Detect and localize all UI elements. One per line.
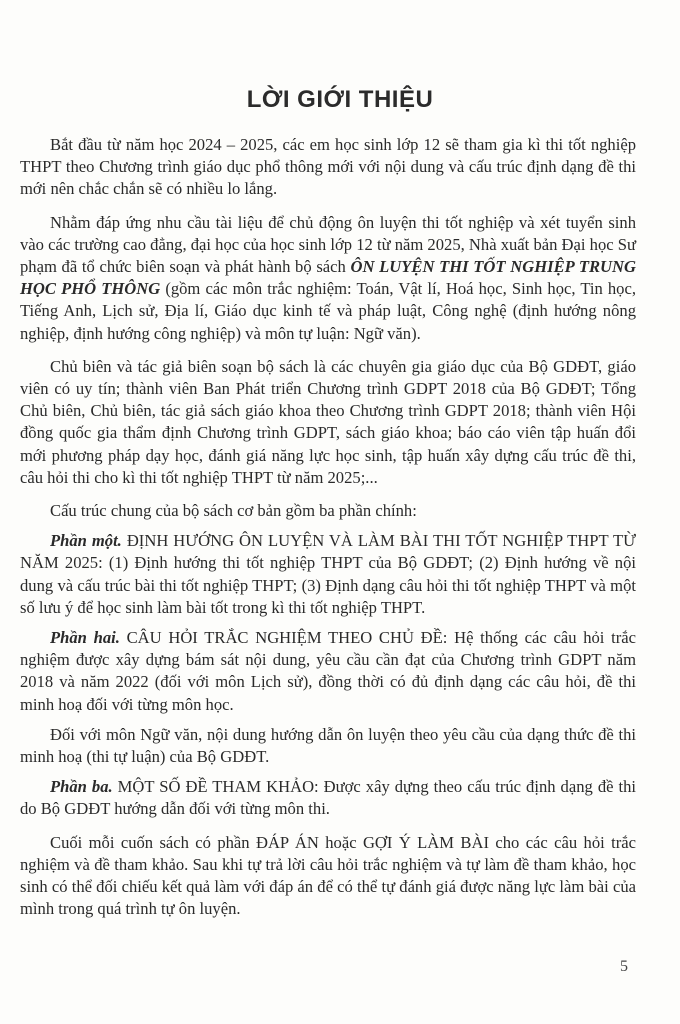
paragraph-ngu-van: Đối với môn Ngữ văn, nội dung hướng dẫn ôn luyện theo yêu cầu của dạng thức đề thi minh hoạ (thi tự luận) của Bộ GDĐT. <box>20 724 636 767</box>
paragraph-intro: Bắt đầu từ năm học 2024 – 2025, các em học sinh lớp 12 sẽ tham gia kì thi tốt nghiệp THPT theo Chương trình giáo dục phổ thông mới với nội dung và cấu trúc định dạng đề thi mới nên chắc chắn sẽ có nhiều lo lắng. <box>20 135 636 199</box>
purpose-text-start: Nhằm đáp ứng nhu cầu tài liệu để chủ động ôn luyện thi tốt nghiệp và xét tuyển sinh vào các trường cao đẳng, đại học của học sinh lớp 12 từ năm 2025, Nhà xuất bản Đại học Sư phạm đã tổ chức biên soạn và phát hành bộ sách <box>20 212 636 277</box>
part-two-text: CÂU HỎI TRẮC NGHIỆM THEO CHỦ ĐỀ: Hệ thống các câu hỏi trắc nghiệm được xây dựng bám sát nội dung, yêu cầu cần đạt của Chương trình GDPT năm 2018 và năm 2022 (đối với môn Lịch sử), đồng thời có đủ định dạng các câu hỏi, đề thi minh hoạ đối với từng môn học. <box>20 628 636 714</box>
page-title: LỜI GIỚI THIỆU <box>246 86 434 113</box>
book-series-title: ÔN LUYỆN THI TỐT NGHIỆP TRUNG HỌC PHỔ THÔNG <box>20 257 636 299</box>
page-body <box>20 134 636 932</box>
paragraph-purpose <box>20 212 636 345</box>
paragraph-answers: Cuối mỗi cuốn sách có phần ĐÁP ÁN hoặc GỢI Ý LÀM BÀI cho các câu hỏi trắc nghiệm và đề tham khảo. Sau khi tự trả lời câu hỏi trắc nghiệm và tự làm đề tham khảo, học sinh có thể đối chiếu kết quả làm với đáp án để có thể tự đánh giá được năng lực làm bài của mình trong quá trình tự ôn luyện. <box>20 832 636 919</box>
paragraph-structure: Cấu trúc chung của bộ sách cơ bản gồm ba phần chính: <box>50 501 417 521</box>
part-three-text: MỘT SỐ ĐỀ THAM KHẢO: Được xây dựng theo cấu trúc định dạng đề thi do Bộ GDĐT hướng dẫn đối với từng môn thi. <box>20 777 636 819</box>
part-one-text: ĐỊNH HƯỚNG ÔN LUYỆN VÀ LÀM BÀI THI TỐT NGHIỆP THPT TỪ NĂM 2025: (1) Định hướng thi tốt nghiệp THPT của Bộ GDĐT; (2) Định hướng về nội dung và cấu trúc bài thi tốt nghiệp THPT; (3) Định dạng câu hỏi thi tốt nghiệp THPT và một số lưu ý để học sinh làm bài tốt trong kì thi tốt nghiệp THPT. <box>20 531 636 617</box>
part-one-label: Phần một. <box>50 531 122 551</box>
part-three-label: Phần ba. <box>50 777 113 797</box>
part-two-label: Phần hai. <box>50 628 120 648</box>
paragraph-part-one <box>20 530 636 619</box>
page-number: 5 <box>620 958 628 975</box>
paragraph-part-three <box>20 776 636 820</box>
purpose-text-end: (gồm các môn trắc nghiệm: Toán, Vật lí, Hoá học, Sinh học, Tin học, Tiếng Anh, Lịch sử, Địa lí, Giáo dục kinh tế và pháp luật, Công nghệ (định hướng nông nghiệp, định hướng công nghiệp) và môn tự luận: Ngữ văn). <box>20 279 636 343</box>
paragraph-part-two <box>20 627 636 716</box>
paragraph-authors: Chủ biên và tác giả biên soạn bộ sách là các chuyên gia giáo dục của Bộ GDĐT, giáo viên có uy tín; thành viên Ban Phát triển Chương trình GDPT 2018 của Bộ GDĐT; Tổng Chủ biên, Chủ biên, tác giả sách giáo khoa theo Chương trình GDPT 2018; thành viên Hội đồng quốc gia thẩm định Chương trình GDPT, sách giáo khoa; báo cáo viên tập huấn đổi mới phương pháp dạy học, đánh giá năng lực học sinh, tập huấn xây dựng cấu trúc đề thi, câu hỏi thi cho kì thi tốt nghiệp THPT từ năm 2025;... <box>20 356 636 487</box>
